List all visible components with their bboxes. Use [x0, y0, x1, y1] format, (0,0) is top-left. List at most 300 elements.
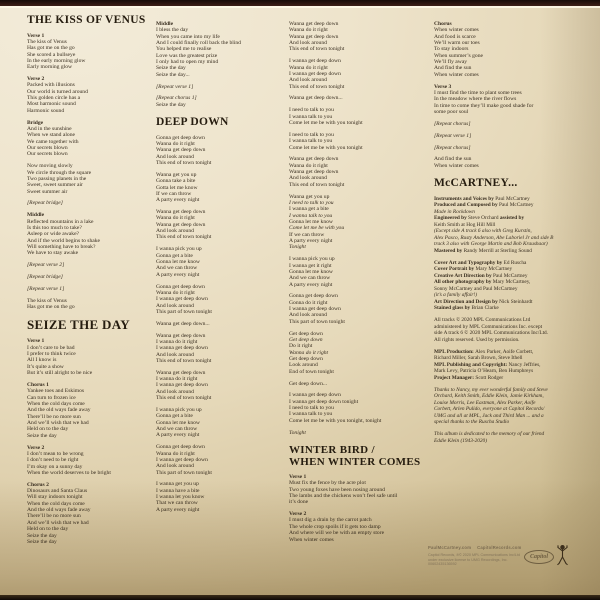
lyric-line: Engineered by Steve Orchard assisted by [434, 215, 525, 222]
lyric-line: And we can throw [156, 426, 198, 433]
lyric-stanza [289, 392, 439, 424]
lyric-line: This end of town tonight [289, 181, 345, 188]
lyric-line: Early morning glow [27, 64, 73, 71]
lyric-stanza [289, 381, 439, 387]
lyric-line: Reflected mountains in a lake [27, 218, 94, 225]
lyric-line: I wanna get deep down tonight [289, 398, 359, 405]
lyric-line: Wanna do it right [156, 289, 195, 296]
lyric-line: Tonight [289, 244, 306, 251]
lyric-line: I wanna get a bite [289, 206, 329, 213]
section-label: Middle [156, 21, 174, 27]
lyric-line: Has got me on the go [27, 304, 75, 311]
lyric-stanza [289, 132, 439, 151]
website-links [428, 545, 528, 550]
lyric-line: This album is dedicated to the memory of our friend [434, 431, 545, 438]
credits-block [434, 431, 572, 444]
lyric-line: When summer’s gone [434, 52, 483, 59]
lyric-line: And in the sunshine [27, 125, 72, 132]
lyric-line: And look around [156, 153, 194, 160]
lyric-stanza [156, 333, 278, 365]
lyric-line: Wanna get deep down [156, 209, 206, 216]
lyric-stanza [27, 39, 155, 71]
lyric-line: Will stay indoors tonight [27, 494, 83, 501]
lyric-line: Wanna get deep down [289, 33, 339, 40]
lyric-line: I need to talk to you [289, 131, 334, 138]
lyric-line: All rights reserved. Used by permission. [434, 336, 520, 343]
lyric-line: I wanna get deep down [156, 382, 208, 389]
lyric-line: Wanna get deep down [156, 332, 206, 339]
lyric-line: some poor soul [434, 108, 469, 115]
section-label: Verse 3 [434, 83, 452, 90]
lyric-line: Now moving slowly [27, 163, 73, 170]
lyric-line: Gonna let me know [289, 218, 333, 225]
section-label: Middle [27, 212, 45, 219]
lyric-line: Louise Morris, Lee Eastman, Alex Parker, Aoife [434, 399, 536, 406]
lyric-line: She scored a bullseye [27, 51, 76, 58]
lyric-line: And look around [289, 40, 327, 47]
lyric-line: Cover Art and Typography by Ed Ruscha [434, 259, 527, 266]
lyric-stanza [156, 321, 278, 327]
lyric-line: Asleep or wide awake? [27, 231, 80, 238]
lyric-line: (it’s a family affair!) [434, 292, 478, 299]
lyric-line: The kiss of Venus [27, 297, 67, 304]
lyric-line: There’ll be no more sun [27, 513, 81, 520]
lyric-line: In the meadow where the river flows [434, 96, 517, 103]
lyric-line: If we can throw [156, 190, 192, 197]
lyric-stanza [289, 480, 439, 505]
section-label: Verse 2 [27, 444, 45, 451]
lyric-line: I wanna get deep down [289, 306, 341, 313]
lyric-line: Gonna get deep down [289, 293, 338, 300]
lyric-line: Wanna get you up [156, 171, 197, 178]
lyric-line: This end of town tonight [289, 46, 345, 53]
lyric-line: Two passing planets in the [27, 175, 87, 182]
lyric-line: Wanna get deep down [156, 221, 206, 228]
lyric-stanza [27, 82, 155, 114]
lyric-line: And food is scarce [434, 33, 476, 40]
lyric-line: Gonna let me know [156, 419, 200, 426]
lyric-line: Will something have to break? [27, 243, 96, 250]
lyric-line: I need to talk to you [289, 107, 334, 114]
lyrics-column-1 [27, 14, 155, 551]
lyric-line: And look around [289, 77, 327, 84]
lyric-line: I don’t care to be bad [27, 344, 75, 351]
section-label: Verse 1 [289, 473, 307, 480]
legal-line: under exclusive license to UMG Recordings, Inc. [428, 557, 508, 562]
lyric-line: A party every night [289, 237, 333, 244]
lyric-line: I wanna let you know [156, 494, 205, 501]
lyric-line: A party every night [156, 432, 200, 439]
repeat-note: [Repeat verse 1] [27, 285, 65, 292]
lyric-line: I wanna get deep down [156, 345, 208, 352]
repeat-note: [Repeat bridge] [27, 200, 63, 207]
lyric-line: (Except side A track 6 also with Greg Kurstin, [434, 228, 532, 235]
lyric-line: This end of town tonight [156, 160, 212, 166]
lyric-line: Seize the day... [156, 71, 190, 78]
lyric-line: I need to talk to you [289, 199, 334, 206]
lyric-line: Wanna do it right [289, 64, 328, 71]
lyric-line: If we can throw [289, 231, 325, 238]
lyric-line: Project Manager: Scott Rodger [434, 374, 504, 381]
lyric-line: When winter comes [289, 536, 334, 543]
lyric-line: When the cold days come [27, 500, 85, 507]
lyric-line: And if the world begins to shake [27, 237, 101, 244]
lyric-line: This end of town tonight [156, 357, 212, 364]
section-label: Verse 2 [289, 511, 307, 518]
repeat-note: [Repeat verse 2] [27, 262, 65, 269]
bottom-edge-shadow [0, 595, 600, 600]
lyric-line: Seize the day [27, 432, 57, 439]
lyric-line: Gonna get deep down [156, 134, 205, 141]
lyric-line: The whole crop spoils if it gets too damp [289, 523, 381, 530]
lyric-line: You helped me to realise [156, 46, 212, 53]
lyric-line: And look around [289, 312, 327, 319]
lyric-line: And look around [156, 388, 194, 395]
lyric-line: Come let me be with you tonight [289, 144, 363, 151]
repeat-note: [Repeat chorus 1] Seize the day [156, 95, 197, 108]
lyric-line: Gonna get a bite [156, 413, 193, 420]
repeat-note: [Repeat verse 1] [156, 83, 194, 90]
lyric-line: The kiss of Venus [27, 38, 67, 45]
lyric-line: Held on to the day [27, 526, 69, 533]
lyric-line: But it’s still alright to be nice [27, 370, 93, 377]
lyric-line: Gonna get deep down [156, 444, 205, 451]
lyric-line: When we stand alone [27, 132, 75, 139]
repeat-note: [Repeat chorus] [434, 120, 471, 127]
lyric-line: Get deep down... [289, 380, 328, 387]
lyric-line: I wanna get deep down [156, 296, 208, 303]
lyric-stanza [27, 298, 155, 311]
fine-print [428, 545, 528, 567]
lyric-line: I only had to open my mind [156, 59, 219, 66]
section-label: Verse 1 [27, 338, 45, 345]
lyric-stanza [289, 95, 439, 101]
lyric-line: Harmonic sound [27, 107, 65, 114]
lyric-line: Alex Pasco, Rusty Anderson, Abe Laboriel Jr and side B [434, 234, 554, 241]
lyric-line: And look around [156, 351, 194, 358]
lyric-line: When the world deserves to be bright [27, 469, 111, 476]
lyric-line: This part of town tonight [156, 308, 212, 315]
lyric-stanza [156, 444, 278, 476]
lyric-stanza [156, 284, 278, 316]
lyric-line: I wanna pick you up [289, 256, 335, 263]
lyric-line: Corbett, Arlen Pulido, everyone at Capitol Records/ [434, 406, 545, 413]
lyric-line: Come let me be with you [289, 225, 345, 232]
lyric-line: Instruments and Voices by Paul McCartney [434, 195, 530, 202]
lyric-line: track 3 also with George Martin and Bob Kraushaar) [434, 241, 548, 248]
lyric-line: Wanna get deep down [289, 21, 339, 27]
lyric-line: I wanna get it right [289, 262, 332, 269]
repeat-note: [Repeat chorus] [434, 144, 471, 151]
lyric-line: MPL Production: Alex Parker, Aoife Corbett, [434, 348, 534, 355]
lyric-line: Do it right [289, 343, 313, 350]
lyric-line: I wanna pick you up [156, 246, 202, 253]
top-edge-highlight [0, 6, 600, 8]
lyric-stanza [289, 107, 439, 126]
lyric-line: Richard Miller, Sarah Brown, Steve Ithell [434, 355, 523, 362]
lyric-stanza [289, 293, 439, 325]
lyric-line: Wanna get you up [289, 193, 330, 200]
lyric-line: When winter comes [434, 27, 479, 34]
lyric-line: All tracks © 2020 MPL Communications Ltd [434, 317, 531, 324]
lyric-stanza [289, 517, 439, 542]
lyric-line: This part of town tonight [156, 469, 212, 476]
lyric-line: Our secrets blown [27, 145, 68, 151]
lyric-stanza [289, 194, 439, 251]
lyric-line: Creative Art Direction by Paul McCartney [434, 272, 528, 279]
lyric-line: Seize the day [27, 532, 57, 539]
lyrics-column-2 [156, 21, 278, 519]
lyric-line: It’s quite a show [27, 363, 64, 370]
capitolrecords-site: CapitolRecords.com [477, 545, 522, 550]
lyric-line: Gonna let me know [289, 268, 333, 275]
lyric-line: In the early morning glow [27, 57, 86, 64]
credits-block [434, 387, 572, 426]
lyric-line: side A track 6 © 2020 MPL Communications Inc/Ltd. [434, 330, 549, 337]
lyric-line: Gonna let me know [156, 258, 200, 265]
lyric-stanza [27, 451, 155, 476]
lyric-line: Held on to the day [27, 426, 69, 433]
lyric-stanza [156, 370, 278, 402]
lyric-stanza [156, 209, 278, 241]
lyric-line: We’ll fly away [434, 59, 468, 66]
lyric-line: End of town tonight [289, 368, 334, 375]
lyric-line: Wanna get deep down... [156, 320, 210, 327]
lyric-line: Love was the greatest prize [156, 52, 218, 59]
lyric-line: I wanna get deep down [289, 58, 341, 65]
lyric-line: To stay indoors [434, 46, 469, 53]
lyric-line: I wanna get deep down [289, 70, 341, 77]
lyric-line: Must fix the fence by the acre plot [289, 480, 366, 487]
lyric-line: And look around [156, 463, 194, 470]
lyric-stanza [289, 331, 439, 375]
lyric-line: I wanna get you up [156, 481, 199, 488]
lyric-line: Gonna do it right [289, 299, 328, 306]
lyric-line: And find the sun [434, 156, 472, 163]
lyric-line: Get deep down [289, 336, 323, 343]
lyric-stanza [289, 58, 439, 90]
song-title: SEIZE THE DAY [27, 317, 130, 333]
lyric-line: Gonna get deep down [156, 283, 205, 290]
lyric-line: Stained glass by Brian Clarke [434, 305, 499, 312]
lyric-line: Tonight [289, 429, 306, 436]
legal-text [428, 553, 528, 567]
lyric-line: Wanna do it right [289, 27, 328, 34]
lyric-line: I wanna do it right [156, 338, 198, 345]
lyric-line: A party every night [156, 197, 200, 204]
lyric-line: I wanna have a bite [156, 487, 200, 494]
lyric-stanza [289, 156, 439, 188]
song-title: DEEP DOWN [156, 116, 229, 129]
lyric-stanza [27, 219, 155, 257]
capitol-records-logo-icon: Capitol [524, 550, 554, 564]
lyric-line: This golden circle has a [27, 95, 81, 102]
lyric-line: Art Direction and Design by Nick Steinhardt [434, 298, 533, 305]
lyric-line: I must find the time to plant some trees [434, 89, 522, 96]
lyric-line: I wanna get deep down [289, 392, 341, 399]
song-title: McCARTNEY... [434, 177, 518, 190]
lyric-line: I wanna talk to you [289, 113, 333, 120]
lyric-stanza [27, 163, 155, 195]
lyric-line: I don’t mean to be wrong [27, 450, 84, 457]
lyric-line: Eddie Klein (1943-2020) [434, 437, 487, 444]
lyric-stanza [156, 246, 278, 278]
lyric-line: I bless the day [156, 27, 189, 34]
credits-block [434, 317, 572, 343]
lyric-line: We have to stay awake [27, 250, 79, 257]
lyric-line: I wanna get deep down [156, 456, 208, 463]
section-label: Bridge [27, 119, 44, 126]
lyric-line: I wanna talk to you [289, 212, 333, 219]
section-label: Chorus [434, 21, 452, 27]
lyric-line: I wanna talk to you [289, 411, 333, 418]
lyric-line: Packed with illusions [27, 82, 75, 89]
lyric-line: I wanna do it right [156, 376, 198, 383]
repeat-note: [Repeat bridge] [27, 274, 63, 280]
lyric-line: Keith Smith at Hog Hill Mill [434, 221, 496, 228]
lyric-line: Wanna get deep down [156, 369, 206, 376]
lyric-line: Gonna get a bite [156, 252, 193, 259]
credits-block [434, 196, 572, 255]
lyric-line: And we can throw [156, 265, 198, 272]
song-title: THE KISS OF VENUS [27, 14, 146, 26]
lyric-line: I wanna talk to you [289, 138, 333, 145]
lyric-line: And where will we be with an empty store [289, 530, 385, 537]
lyric-line: Come let me be with you tonight, tonight [289, 417, 382, 424]
lyric-line: Wanna do it right [289, 162, 328, 169]
lyric-line: This end of town tonight [289, 83, 345, 90]
lyric-line: Sonny McCartney and Paul McCartney [434, 285, 518, 292]
lyric-line: In time to come they’ll make good shade for [434, 102, 534, 109]
lyric-line: And the old ways fade away [27, 407, 91, 414]
lyric-line: I must dig a drain by the carrot patch [289, 517, 372, 524]
section-label: Chorus 1 [27, 381, 49, 388]
legal-line: 00602435136592 [428, 562, 457, 567]
credits-block [434, 260, 572, 312]
lyric-line: Orchard, Keith Smith, Eddie Klein, Jamie Kirkham, [434, 393, 544, 400]
lyric-line: This end of town tonight [156, 234, 212, 241]
lyric-line: Wanna get deep down [156, 147, 206, 154]
lyric-line: And I could finally roll back the blind [156, 40, 241, 47]
lyric-stanza [156, 481, 278, 513]
lyrics-column-3 [289, 21, 439, 548]
lyric-stanza [434, 156, 572, 169]
lyric-line: A party every night [289, 281, 333, 288]
lyric-line: Our secrets blown [27, 151, 68, 158]
lyric-line: Can turn to frozen ice [27, 394, 76, 401]
section-label: Verse 2 [27, 76, 45, 83]
lyric-line: it’s done [289, 499, 309, 506]
lyric-line: And we can throw [289, 275, 331, 282]
lyric-line: Wanna do it right [156, 215, 195, 222]
lyric-line: Made in Rockdown [434, 208, 475, 215]
lyric-line: Look around [289, 362, 318, 369]
section-label: Verse 1 [27, 32, 45, 39]
lyric-line: This part of town tonight [289, 318, 345, 325]
lyric-line: All other photography by Mary McCartney, [434, 279, 531, 286]
song-title: WINTER BIRD / WHEN WINTER COMES [289, 443, 421, 468]
paulmccartney-site: PaulMcCartney.com [428, 545, 472, 550]
lyric-stanza [434, 27, 572, 78]
lyric-line: I wanna pick you up [156, 407, 202, 413]
lyric-line: And look around [156, 302, 194, 309]
lyric-stanza [156, 407, 278, 439]
lyric-line: And we’ll wish that we had [27, 420, 89, 426]
lyric-line: And the old ways fade away [27, 507, 91, 514]
lyric-line: I prefer to think twice [27, 351, 76, 358]
lyric-line: There’ll be no more sun [27, 413, 81, 420]
repeat-note: [Repeat verse 1] [434, 132, 472, 139]
lyric-line: special thanks to the Ruscha Studio [434, 419, 510, 426]
lyric-line: I’m okay on a sunny day [27, 463, 83, 470]
credits-block [434, 349, 572, 382]
lyric-line: And find the sun [434, 65, 472, 72]
lyric-line: I don’t need to be right [27, 457, 79, 464]
lyric-stanza [434, 90, 572, 115]
legal-line: Capitol Records, ℗© 2020 MPL Communications Inc/Ltd [428, 553, 520, 557]
lyric-line: administered by MPL Communications Inc. except [434, 323, 543, 330]
lyric-stanza [289, 430, 439, 436]
lyric-line: Most harmonic sound [27, 101, 76, 108]
lyric-line: And look around [289, 175, 327, 182]
lyric-stanza [27, 126, 155, 158]
lyric-line: When you came into my life [156, 33, 220, 40]
lyric-line: Yankee toes and Eskimos [27, 388, 85, 395]
lyric-line: And we’ll wish that we had [27, 519, 89, 526]
lyric-line: When winter comes [434, 71, 479, 78]
lyric-line: Thanks to Nancy, my ever wonderful family and Steve [434, 386, 548, 393]
lyric-line: Wanna get deep down... [289, 95, 343, 102]
lyric-line: Wanna get deep down [289, 156, 339, 163]
lyric-line: All I know is [27, 357, 57, 364]
lyric-stanza [289, 256, 439, 288]
lyric-line: When winter comes [434, 162, 479, 169]
lyric-line: Get deep down [289, 330, 323, 337]
lyric-line: Sweet, sweet summer air [27, 182, 83, 189]
lyric-stanza [156, 172, 278, 204]
lyric-stanza [156, 135, 278, 167]
lyric-line: Gonna take a bite [156, 178, 196, 185]
lyric-line: Seize the day [27, 538, 57, 545]
lyric-line: Wanna get deep down [289, 169, 339, 176]
lyric-stanza [27, 388, 155, 439]
lyric-stanza [27, 488, 155, 545]
lyric-line: UMG and all at MPL, Jack and Third Man ... and a [434, 412, 544, 419]
lyrics-column-4 [434, 21, 572, 450]
lyric-line: Our world is turned around [27, 88, 88, 95]
lyric-line: Two young foxes have been nosing around [289, 486, 385, 493]
lyric-line: Dinosaurs and Santa Claus [27, 488, 88, 495]
lyric-line: MPL Publishing and Copyright: Nancy Jeffries, [434, 361, 541, 368]
lyric-line: Is this too much to take? [27, 224, 82, 231]
lyric-line: Has got me on the go [27, 45, 75, 52]
lyric-line: Gotta let me know [156, 184, 198, 191]
lyric-line: Wanna do it right [156, 450, 195, 457]
lyric-line: A party every night [156, 506, 200, 513]
lyric-line: We’ll warm our toes [434, 40, 480, 47]
lyric-line: Sweet summer air [27, 188, 68, 195]
lyric-line: That we can throw [156, 500, 198, 507]
lyric-line: This end of town tonight [156, 395, 212, 402]
lyric-line: We came together with [27, 138, 79, 145]
lyric-line: Mark Levy, Patricia O’Hearn, Ben Humphreys [434, 368, 534, 375]
lyric-line: Produced and Composed by Paul McCartney [434, 202, 534, 209]
lyric-line: Mastered by Randy Merrill at Sterling Sound [434, 247, 532, 254]
lyric-line: We circle through the square [27, 169, 92, 176]
lyric-stanza [289, 21, 439, 53]
lyric-line: And look around [156, 228, 194, 235]
lyric-line: Get deep down [289, 355, 323, 362]
